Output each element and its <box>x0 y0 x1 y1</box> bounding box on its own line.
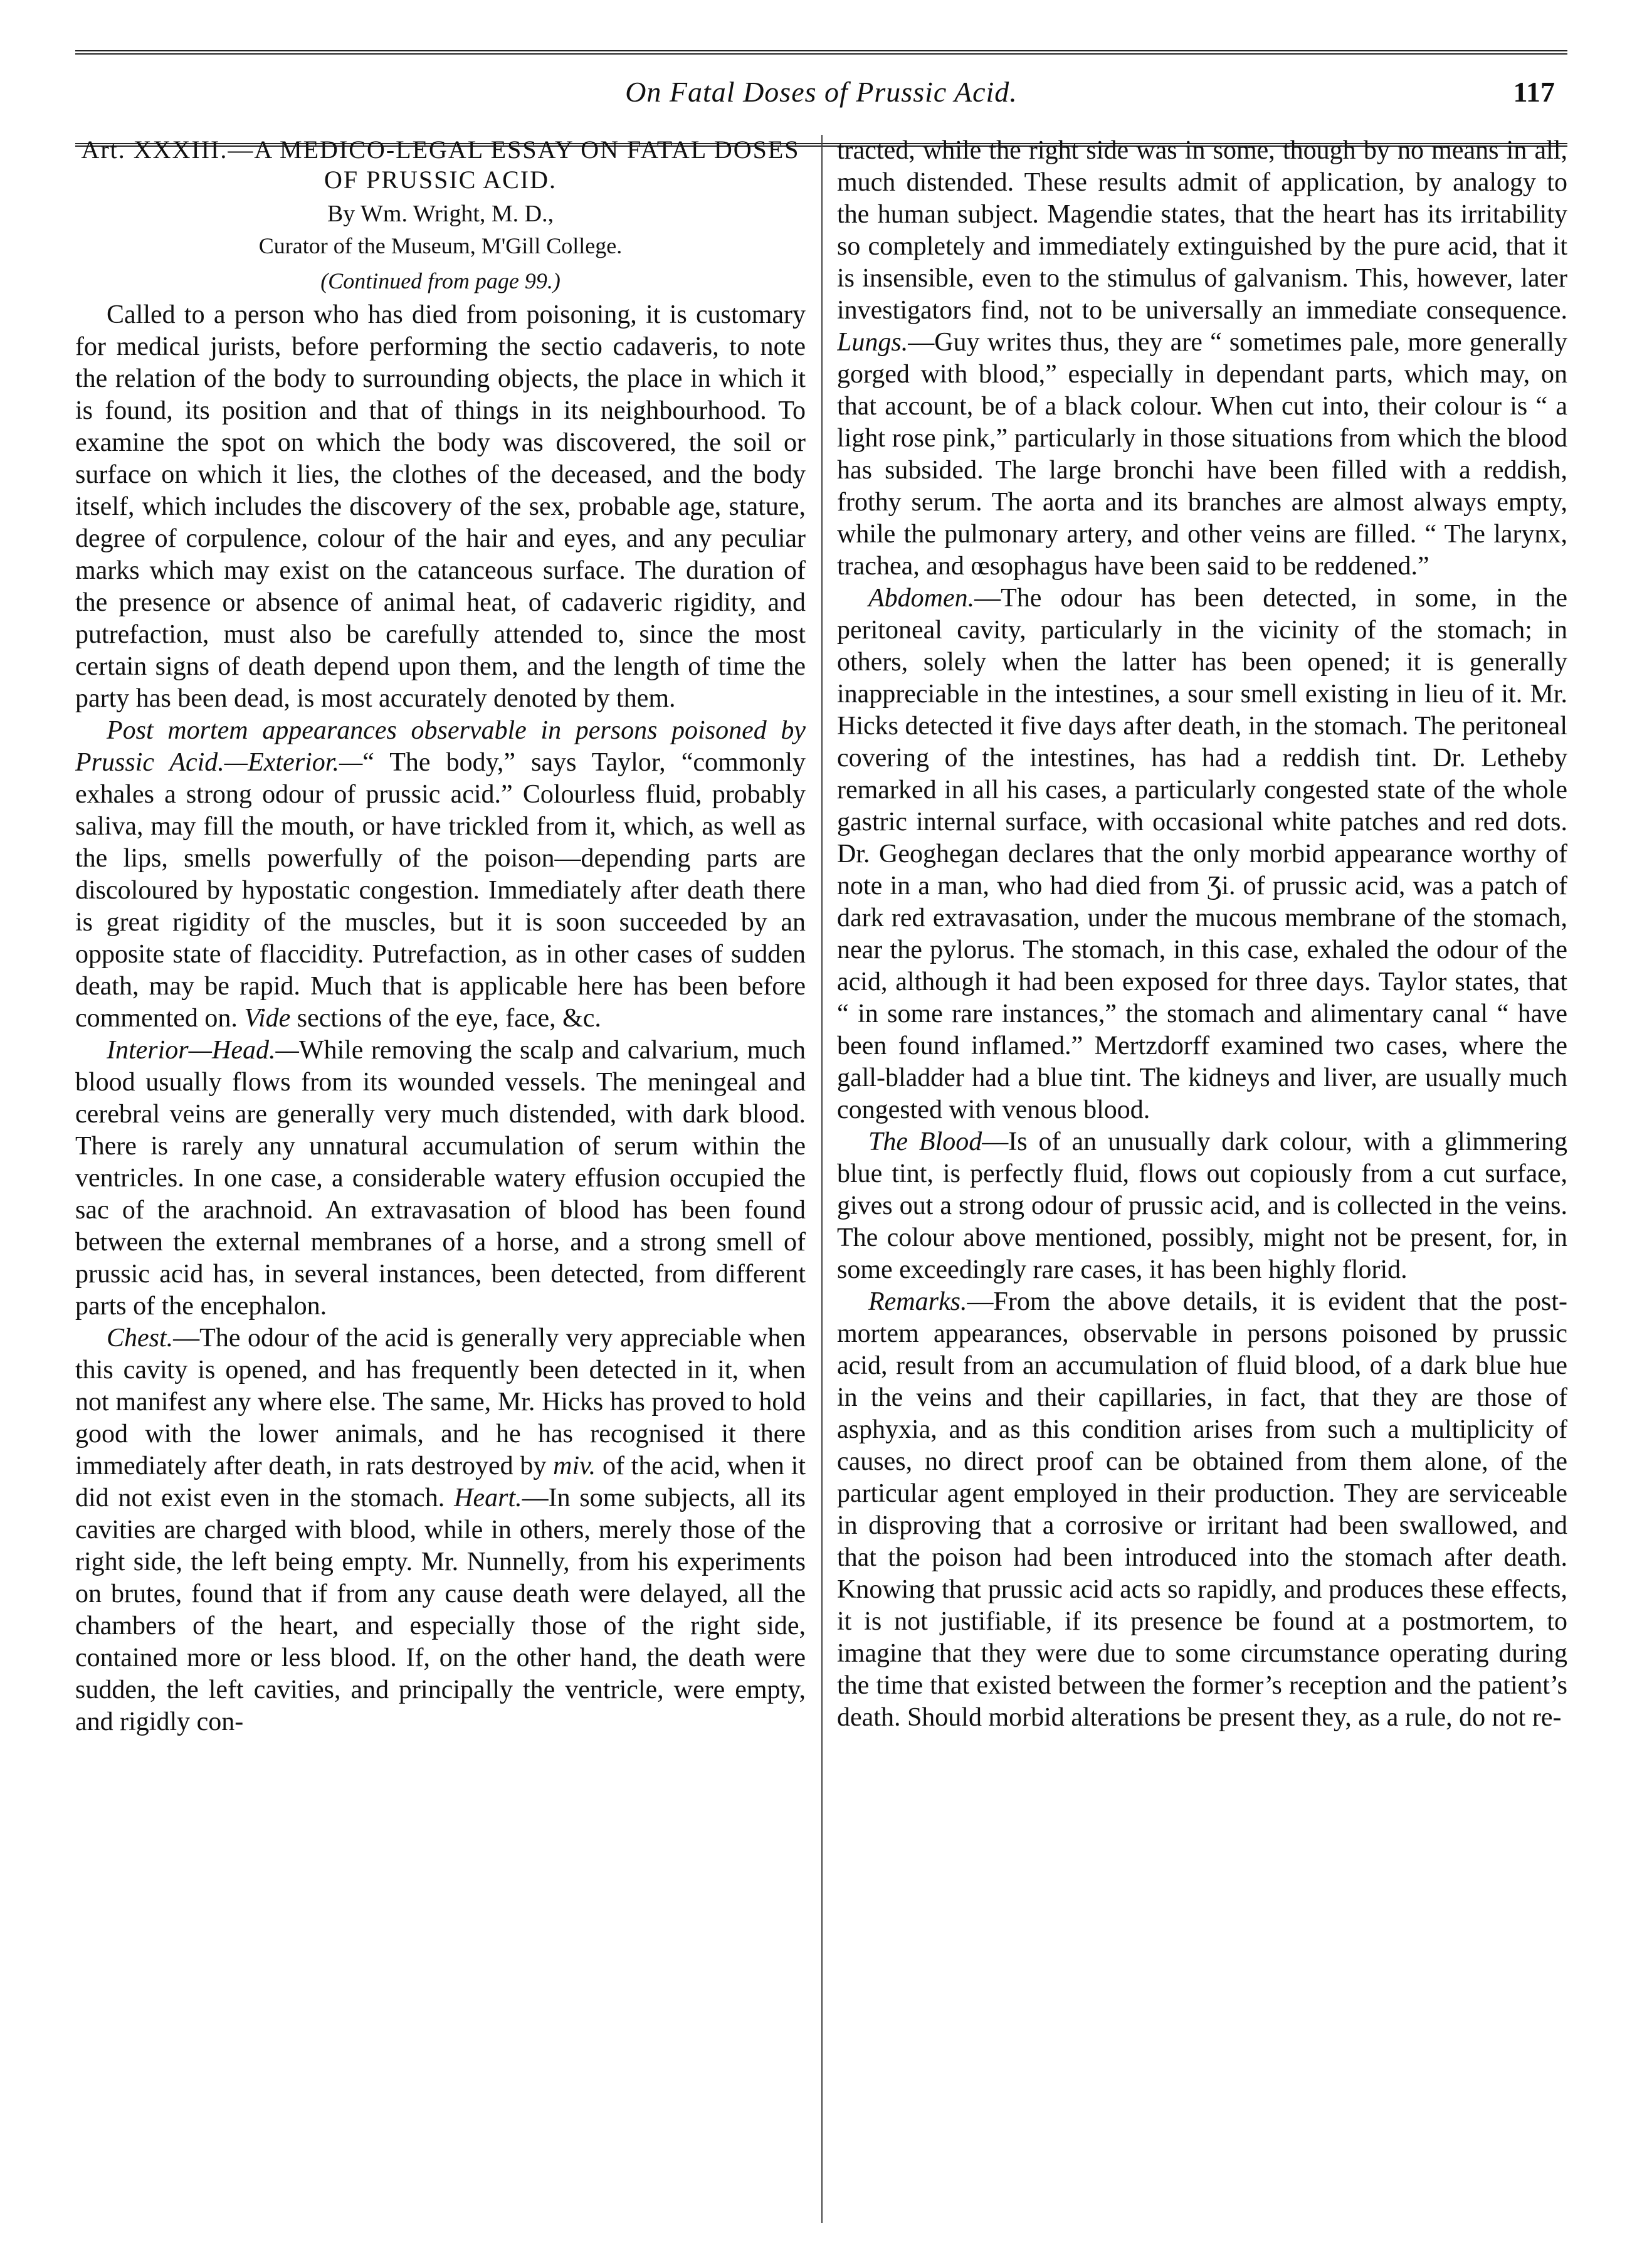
page-number: 117 <box>1513 76 1555 108</box>
paragraph-chest-body-a: —The odour of the acid is generally very appreciable when this cavity is opened, and has frequently been detected in it, when not manifest any where else. The same, Mr. Hicks has proved to hold good with the lower animals, and he has recognised it there immediately after death, in rats destroyed by <box>75 1324 806 1480</box>
vide-word: Vide <box>244 1004 291 1033</box>
page-header <box>75 75 1567 125</box>
paragraph-blood <box>837 1126 1567 1286</box>
author-affiliation: Curator of the Museum, M'Gill College. <box>258 233 623 258</box>
miv-dose: miv. <box>553 1452 596 1480</box>
author-byline: By Wm. Wright, M. D., <box>327 201 554 227</box>
left-column <box>75 135 806 2223</box>
text-columns <box>75 135 1567 2223</box>
paragraph-chest <box>75 1322 806 1738</box>
paragraph-remarks-body: —From the above details, it is evident that the post-mortem appearances, observable in persons poisoned by prussic acid, result from an accumulation of fluid blood, of a dark blue hue in the veins and their capillaries, in fact, that they are those of asphyxia, and as this condition arises from such a multiplicity of causes, no direct proof can be obtained from them alone, of the particular agent employed in their production. They are serviceable in disproving that a corrosive or irritant had been swallowed, and that the poison had been introduced into the stomach after death. Knowing that prussic acid acts so rapidly, and produces these effects, it is not justifiable, if its presence be found at a postmortem, to imagine that they were due to some circumstance operating during the time that existed between the former’s reception and the patient’s death. Should morbid alterations be present they, as a rule, do not re- <box>837 1287 1567 1732</box>
section-heading-exterior: Post mortem appearances observable in persons poisoned by Prussic Acid.—Exterior.— <box>75 716 806 777</box>
paragraph-heart-body: —In some subjects, all its cavities are charged with blood, while in others, merely those of the right side, the left being empty. Mr. Nunnelly, from his experiments on brutes, found that if from any cause death were delayed, all the chambers of the heart, and especially those of the right side, contained more or less blood. If, on the other hand, the death were sudden, the left cavities, and principally the ventricle, were empty, and rigidly con- <box>75 1484 806 1736</box>
journal-page <box>75 50 1567 2232</box>
paragraph-intro: Called to a person who has died from poisoning, it is customary for medical jurists, before performing the sectio cadaveris, to note the relation of the body to surrounding objects, the place in which it is found, its position and that of things in its neighbourhood. To examine the spot on which the body was discovered, the soil or surface on which it lies, the clothes of the deceased, and the body itself, which includes the discovery of the sex, probable age, stature, degree of corpulence, colour of the hair and eyes, and any peculiar marks which may exist on the catanceous surface. The duration of the presence or absence of animal heat, of cadaveric rigidity, and putrefaction, must also be carefully attended to, since the most certain signs of death depend upon them, and the length of time the party has been dead, is most accurately denoted by them. <box>75 300 806 713</box>
section-heading-lungs: Lungs. <box>837 328 908 357</box>
paragraph-heart-continued: tracted, while the right side was in some, though by no means in all, much distended. These results admit of application, by analogy to the human subject. Magendie states, that the heart has its irritability so completely and immediately extinguished by the pure acid, that it is insensible, even to the stimulus of galvanism. This, however, later investigators find, not to be universally an immediate consequence. <box>837 136 1567 325</box>
paragraph-head-body: While removing the scalp and calvarium, much blood usually flows from its wounded vessels. The meningeal and cerebral veins are generally very much distended, with dark blood. There is rarely any unnatural accumulation of serum within the ventricles. In one case, a considerable watery effusion occupied the sac of the arachnoid. An extravasation of blood has been found between the external membranes of a horse, and a strong smell of prussic acid has, in several instances, been detected, from different parts of the encephalon. <box>75 1036 806 1321</box>
paragraph-exterior-body: “ The body,” says Taylor, “commonly exhales a strong odour of prussic acid.” Colourless fluid, probably saliva, may fill the mouth, or have trickled from it, which, as well as the lips, smells powerfully of the poison—depending parts are discoloured by hypostatic congestion. Immediately after death there is great rigidity of the muscles, but it is soon succeeded by an opposite state of flaccidity. Putrefaction, as in other cases of sudden death, may be rapid. Much that is applicable here has been before commented on. <box>75 748 806 1033</box>
section-heading-abdomen: Abdomen. <box>868 584 975 613</box>
paragraph-lungs-body: —Guy writes thus, they are “ sometimes pale, more generally gorged with blood,” especially in dependant parts, which may, on that account, be of a black colour. When cut into, their colour is “ a light rose pink,” particularly in those situations from which the blood has subsided. The large bronchi have been filled with a reddish, frothy serum. The aorta and its branches are almost always empty, while the pulmonary artery, and other veins are filled. “ The larynx, trachea, and œsophagus have been said to be reddened.” <box>837 328 1567 581</box>
paragraph-remarks <box>837 1286 1567 1734</box>
section-heading-blood: The Blood <box>868 1127 982 1156</box>
running-title: On Fatal Doses of Prussic Acid. <box>625 76 1018 108</box>
paragraph-abdomen <box>837 583 1567 1126</box>
top-double-rule <box>75 50 1567 55</box>
continued-note: (Continued from page 99.) <box>320 268 560 293</box>
paragraph-heart-lungs <box>837 135 1567 583</box>
paragraph-abdomen-body: —The odour has been detected, in some, in the peritoneal cavity, particularly in the vicinity of the stomach; in others, solely when the latter has been opened; it is generally inappreciable in the intestines, a sour smell existing in lieu of it. Mr. Hicks detected it five days after death, in the stomach. The peritoneal covering of the intestines, has had a reddish tint. Dr. Letheby remarked in all his cases, a particularly congested state of the whole gastric internal surface, with occasional white patches and red dots. Dr. Geoghegan declares that the only morbid appearance worthy of note in a man, who had died from Ʒi. of prussic acid, was a patch of dark red extravasation, under the mucous membrane of the stomach, near the pylorus. The stomach, in this case, exhaled the odour of the acid, although it had been exposed for three days. Taylor states, that “ in some rare instances,” the stomach and alimentary canal “ have been found inflamed.” Mertzdorff examined two cases, where the gall-bladder had a blue tint. The kidneys and liver, are usually much congested with venous blood. <box>837 584 1567 1124</box>
paragraph-head <box>75 1035 806 1322</box>
article-heading: Art. XXXIII.—A MEDICO-LEGAL ESSAY ON FATAL DOSES OF PRUSSIC ACID. <box>81 135 800 194</box>
section-heading-head: Interior—Head.— <box>107 1036 299 1065</box>
paragraph-exterior-end: sections of the eye, face, &c. <box>297 1004 601 1033</box>
section-heading-remarks: Remarks. <box>868 1287 967 1316</box>
section-heading-chest: Chest. <box>107 1324 174 1353</box>
right-column <box>837 135 1567 2223</box>
paragraph-blood-body: —Is of an unusually dark colour, with a glimmering blue tint, is perfectly fluid, flows out copiously from a cut surface, gives out a strong odour of prussic acid, and is collected in the veins. The colour above mentioned, possibly, might not be present, for, in some exceedingly rare cases, it has been highly florid. <box>837 1127 1567 1284</box>
column-divider <box>821 135 823 2223</box>
paragraph-exterior <box>75 715 806 1035</box>
section-heading-heart: Heart. <box>454 1484 522 1512</box>
paragraph-chest-body-b: of the acid, when it did not exist even in the stomach. <box>75 1452 806 1512</box>
